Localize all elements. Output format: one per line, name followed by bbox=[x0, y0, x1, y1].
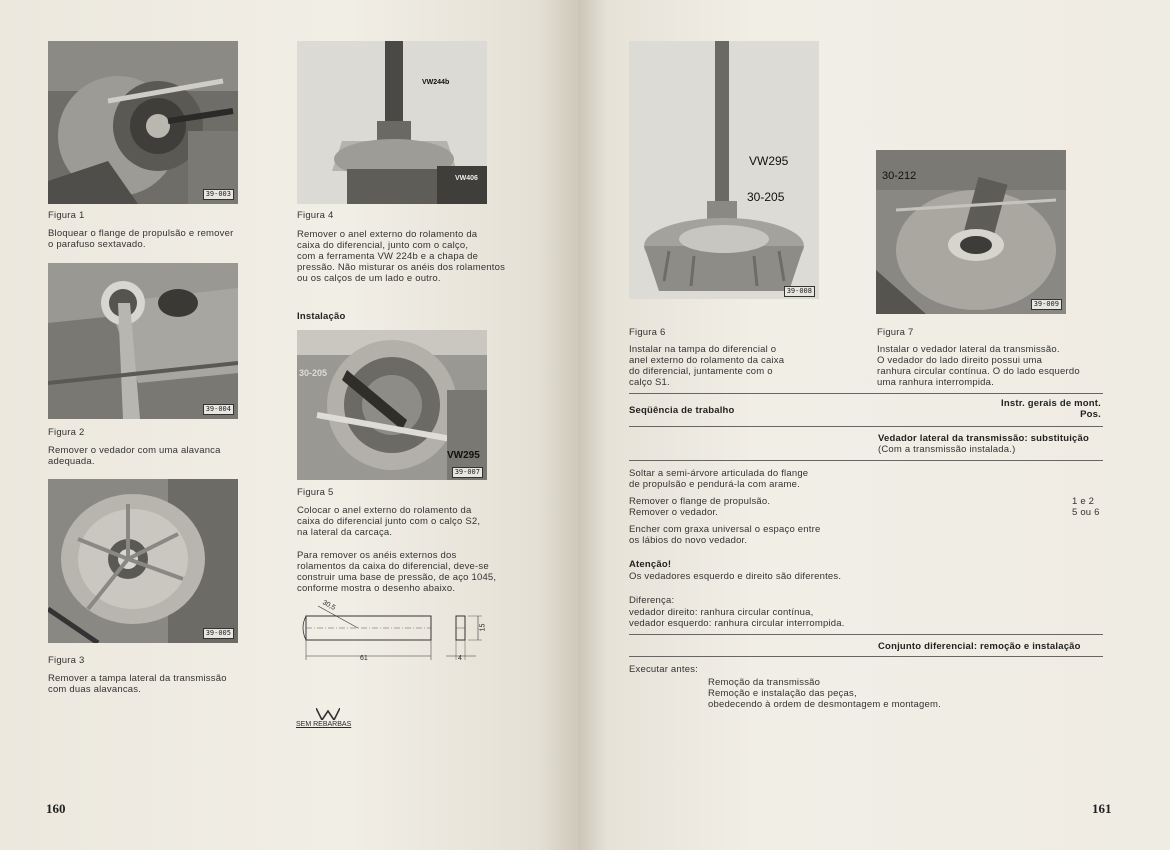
figure-2-text-2: adequada. bbox=[48, 456, 95, 467]
before-title: Executar antes: bbox=[629, 664, 699, 675]
figure-4-label-a: VW244b bbox=[422, 79, 450, 86]
figure-3-ref: 39-005 bbox=[203, 628, 234, 639]
figure-4-text-2: caixa do diferencial, junto com o calço, bbox=[297, 240, 469, 251]
instr-header-1: Instr. gerais de mont. bbox=[1001, 398, 1101, 409]
figure-5-text-3: na lateral da carcaça. bbox=[297, 527, 393, 538]
figure-5-text-1: Colocar o anel externo do rolamento da bbox=[297, 505, 472, 516]
difference-line-2: vedador esquerdo: ranhura circular interrompida. bbox=[629, 618, 845, 629]
logo-icon bbox=[316, 708, 340, 720]
page-number-left: 160 bbox=[46, 801, 66, 816]
dim-height: 15 bbox=[479, 623, 487, 632]
before-line-2: Remoção e instalação das peças, bbox=[708, 688, 857, 699]
step-1-line-1: Soltar a semi-árvore articulada do flange bbox=[629, 468, 809, 479]
figure-6-label-b: 30-205 bbox=[747, 190, 785, 204]
attention-title: Atenção! bbox=[629, 559, 672, 570]
figure-4-text-4: pressão. Não misturar os anéis dos rolamentos bbox=[297, 262, 506, 273]
figure-6-text-4: calço S1. bbox=[629, 377, 670, 388]
figure-7-text-1: Instalar o vedador lateral da transmissão. bbox=[877, 344, 1060, 355]
figure-6-photo bbox=[629, 41, 819, 299]
logo-text: SEM REBARBAS bbox=[296, 721, 352, 728]
figure-1-text-1: Bloquear o flange de propulsão e remover bbox=[48, 228, 234, 239]
figure-2-caption: Figura 2 bbox=[48, 427, 85, 438]
difference-line-1: vedador direito: ranhura circular contínua, bbox=[629, 607, 814, 618]
dim-width: 4 bbox=[458, 655, 462, 662]
figure-7-caption: Figura 7 bbox=[877, 327, 914, 338]
section2-title: Conjunto diferencial: remoção e instalação bbox=[878, 641, 1081, 652]
figure-3-text-1: Remover a tampa lateral da transmissão bbox=[48, 673, 227, 684]
figure-2-text-1: Remover o vedador com uma alavanca bbox=[48, 445, 221, 456]
section1-subtitle: (Com a transmissão instalada.) bbox=[878, 444, 1016, 455]
page-number-right: 161 bbox=[1092, 801, 1112, 816]
figure-4-text-5: ou os calços de um lado e outro. bbox=[297, 273, 441, 284]
attention-text: Os vedadores esquerdo e direito são diferentes. bbox=[629, 571, 842, 582]
right-page bbox=[578, 0, 1170, 850]
dim-diagonal: 30,5 bbox=[321, 599, 337, 612]
figure-3-photo bbox=[48, 479, 238, 643]
figure-5-caption: Figura 5 bbox=[297, 487, 334, 498]
section1-title: Vedador lateral da transmissão: substituição bbox=[878, 433, 1090, 444]
figure-1-text-2: o parafuso sextavado. bbox=[48, 239, 146, 250]
section2-bottom-rule bbox=[629, 656, 1103, 657]
step-4-line-1: Encher com graxa universal o espaço entre bbox=[629, 524, 821, 535]
step-2: Remover o flange de propulsão. bbox=[629, 496, 771, 507]
paragraph-line-3: construir uma base de pressão, de aço 1045, bbox=[297, 572, 497, 583]
header-bottom-rule bbox=[629, 426, 1103, 427]
figure-1-caption: Figura 1 bbox=[48, 210, 85, 221]
difference-title: Diferença: bbox=[629, 595, 675, 606]
paragraph-line-4: conforme mostra o desenho abaixo. bbox=[297, 583, 456, 594]
left-page bbox=[0, 0, 578, 850]
figure-5-ref: 39-007 bbox=[452, 467, 483, 478]
paragraph-line-1: Para remover os anéis externos dos bbox=[297, 550, 457, 561]
publisher-logo bbox=[296, 708, 364, 732]
step-1-line-2: de propulsão e pendurá-la com arame. bbox=[629, 479, 800, 490]
figure-7-text-3: ranhura circular contínua. O do lado esquerdo bbox=[877, 366, 1080, 377]
figure-7-label-a: 30-212 bbox=[882, 170, 917, 182]
step-4-line-2: os lábios do novo vedador. bbox=[629, 535, 748, 546]
figure-2-ref: 39-004 bbox=[203, 404, 234, 415]
figure-7-ref: 39-009 bbox=[1031, 299, 1062, 310]
section2-top-rule bbox=[629, 634, 1103, 635]
figure-7-photo bbox=[876, 150, 1066, 314]
section-heading-instalacao: Instalação bbox=[297, 311, 346, 322]
figure-1-photo bbox=[48, 41, 238, 204]
before-line-3: obedecendo à ordem de desmontagem e montagem. bbox=[708, 699, 941, 710]
figure-6-text-3: do diferencial, juntamente com o bbox=[629, 366, 773, 377]
figure-2-photo bbox=[48, 263, 238, 419]
figure-7-text-2: O vedador do lado direito possui uma bbox=[877, 355, 1043, 366]
before-line-1: Remoção da transmissão bbox=[708, 677, 821, 688]
figure-6-ref: 39-008 bbox=[784, 286, 815, 297]
section1-rule bbox=[629, 460, 1103, 461]
figure-4-label-b: VW406 bbox=[455, 175, 478, 182]
figure-6-text-1: Instalar na tampa do diferencial o bbox=[629, 344, 777, 355]
figure-6-label-a: VW295 bbox=[749, 154, 789, 168]
figure-4-caption: Figura 4 bbox=[297, 210, 334, 221]
figure-5-label-b: VW295 bbox=[447, 450, 480, 461]
paragraph-line-2: rolamentos da caixa do diferencial, deve-se bbox=[297, 561, 489, 572]
step-3-pos: 5 ou 6 bbox=[1072, 507, 1100, 518]
figure-3-caption: Figura 3 bbox=[48, 655, 85, 666]
figure-6-text-2: anel externo do rolamento da caixa bbox=[629, 355, 785, 366]
figure-7-text-4: uma ranhura interrompida. bbox=[877, 377, 994, 388]
dim-length: 61 bbox=[360, 655, 368, 662]
instr-header-2: Pos. bbox=[1080, 409, 1101, 420]
figure-4-photo bbox=[297, 41, 487, 204]
figure-4-text-1: Remover o anel externo do rolamento da bbox=[297, 229, 478, 240]
technical-drawing bbox=[296, 598, 496, 666]
figure-6-caption: Figura 6 bbox=[629, 327, 666, 338]
figure-4-text-3: com a ferramenta VW 224b e a chapa de bbox=[297, 251, 479, 262]
sequence-header: Seqüência de trabalho bbox=[629, 405, 735, 416]
figure-3-text-2: com duas alavancas. bbox=[48, 684, 142, 695]
figure-5-text-2: caixa do diferencial junto com o calço S2, bbox=[297, 516, 481, 527]
figure-5-photo bbox=[297, 330, 487, 480]
figure-5-label-a: 30-205 bbox=[299, 368, 328, 378]
table-top-rule bbox=[629, 393, 1103, 394]
step-3: Remover o vedador. bbox=[629, 507, 719, 518]
step-2-pos: 1 e 2 bbox=[1072, 496, 1095, 507]
figure-1-ref: 39-003 bbox=[203, 189, 234, 200]
